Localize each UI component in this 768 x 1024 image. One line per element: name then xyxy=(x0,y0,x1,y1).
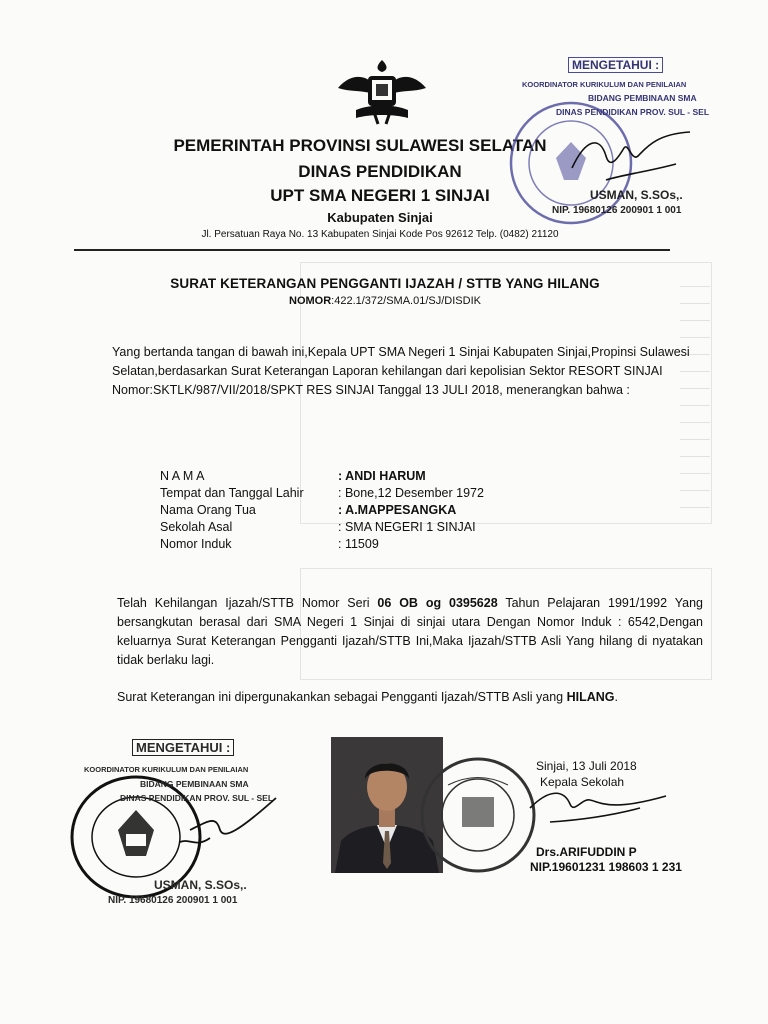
stamp-bottom-name: USMAN, S.SOs,. xyxy=(154,878,247,892)
identity-row xyxy=(160,503,484,520)
stamp-top-nip: NIP. 19680126 200901 1 001 xyxy=(552,205,682,216)
letterhead-line3: UPT SMA NEGERI 1 SINJAI xyxy=(270,186,490,205)
lost-text-pre: Telah Kehilangan Ijazah/STTB Nomor Seri xyxy=(117,596,378,610)
usage-paragraph xyxy=(117,688,717,707)
usage-text-post: . xyxy=(614,690,619,704)
identity-value: : Bone,12 Desember 1972 xyxy=(338,486,484,500)
identity-label: Tempat dan Tanggal Lahir xyxy=(160,486,304,500)
usage-text-bold: HILANG xyxy=(566,690,615,704)
identity-value: : 11509 xyxy=(338,537,379,551)
stamp-top-line1: KOORDINATOR KURIKULUM DAN PENILAIAN xyxy=(522,80,687,89)
letterhead-divider xyxy=(74,249,670,251)
document-title: SURAT KETERANGAN PENGGANTI IJAZAH / STTB YANG HILANG xyxy=(170,276,600,291)
stamp-top-name: USMAN, S.SOs,. xyxy=(590,188,683,202)
signature-name: Drs.ARIFUDDIN P xyxy=(536,845,637,859)
identity-label: Sekolah Asal xyxy=(160,520,233,534)
lost-serial-number: 06 OB og 0395628 xyxy=(377,596,498,610)
stamp-bottom-line2: BIDANG PEMBINAAN SMA xyxy=(140,779,249,789)
identity-value: : SMA NEGERI 1 SINJAI xyxy=(338,520,476,534)
identity-label: N A M A xyxy=(160,469,205,483)
identity-row xyxy=(160,469,484,486)
letterhead-line4: Kabupaten Sinjai xyxy=(327,210,433,225)
lost-text-post: Tahun Pelajaran 1991/1992 Yang bersangkutan berasal dari SMA Negeri 1 Sinjai di sinjai utara Dengan Nomor Induk : 6542,Dengan keluarnya Surat Keterangan Pengganti Ijazah/STTB Ini,Maka Ijazah/STTB Asli Yang hilang di nyatakan tidak berlaku lagi. xyxy=(117,596,704,667)
intro-paragraph: Yang bertanda tangan di bawah ini,Kepala UPT SMA Negeri 1 Sinjai Kabupaten Sinjai,Propinsi Sulawesi Selatan,berdasarkan Surat Keterangan Laporan kehilangan dari kepolisian Sektor RESORT SINJAI Nomor:SKTLK/987/VII/2018/SPKT RES SINJAI Tanggal 13 JULI 2018, menerangkan bahwa : xyxy=(112,345,690,397)
signature-position: Kepala Sekolah xyxy=(540,775,625,789)
garuda-emblem-icon xyxy=(336,54,428,128)
stamp-top-line2: BIDANG PEMBINAAN SMA xyxy=(588,93,697,103)
stamp-bottom-nip: NIP. 19680126 200901 1 001 xyxy=(108,895,238,906)
identity-row xyxy=(160,486,484,503)
stamp-top-signature-icon xyxy=(566,128,696,188)
identity-row xyxy=(160,537,484,554)
document-number xyxy=(60,295,710,307)
stamp-bottom-heading: MENGETAHUI : xyxy=(132,739,234,756)
lost-certificate-paragraph xyxy=(117,594,703,670)
stamp-top-line3: DINAS PENDIDIKAN PROV. SUL - SEL xyxy=(556,107,710,117)
document-number-label: NOMOR xyxy=(289,295,332,307)
principal-signature-icon xyxy=(520,778,670,838)
identity-label: Nama Orang Tua xyxy=(160,503,256,517)
stamp-bottom-signature-icon xyxy=(150,790,280,860)
identity-value: : ANDI HARUM xyxy=(338,469,426,483)
stamp-top-heading: MENGETAHUI : xyxy=(568,57,663,73)
identity-value: : A.MAPPESANGKA xyxy=(338,503,457,517)
letterhead-line1: PEMERINTAH PROVINSI SULAWESI SELATAN xyxy=(173,136,547,155)
signature-place-date: Sinjai, 13 Juli 2018 xyxy=(536,759,637,773)
letterhead-address: Jl. Persatuan Raya No. 13 Kabupaten Sinjai Kode Pos 92612 Telp. (0482) 21120 xyxy=(201,229,559,240)
document-number-value: :422.1/372/SMA.01/SJ/DISDIK xyxy=(331,295,481,307)
stamp-bottom-line3: DINAS PENDIDIKAN PROV. SUL - SEL xyxy=(120,793,274,803)
usage-text-pre: Surat Keterangan ini dipergunakankan sebagai Pengganti Ijazah/STTB Asli yang xyxy=(117,690,567,704)
identity-row xyxy=(160,520,484,537)
stamp-bottom-line1: KOORDINATOR KURIKULUM DAN PENILAIAN xyxy=(84,765,249,774)
identity-block xyxy=(160,469,484,554)
signature-nip: NIP.19601231 198603 1 231 xyxy=(530,860,682,874)
identity-label: Nomor Induk xyxy=(160,537,232,551)
letterhead-line2: DINAS PENDIDIKAN xyxy=(298,162,462,181)
